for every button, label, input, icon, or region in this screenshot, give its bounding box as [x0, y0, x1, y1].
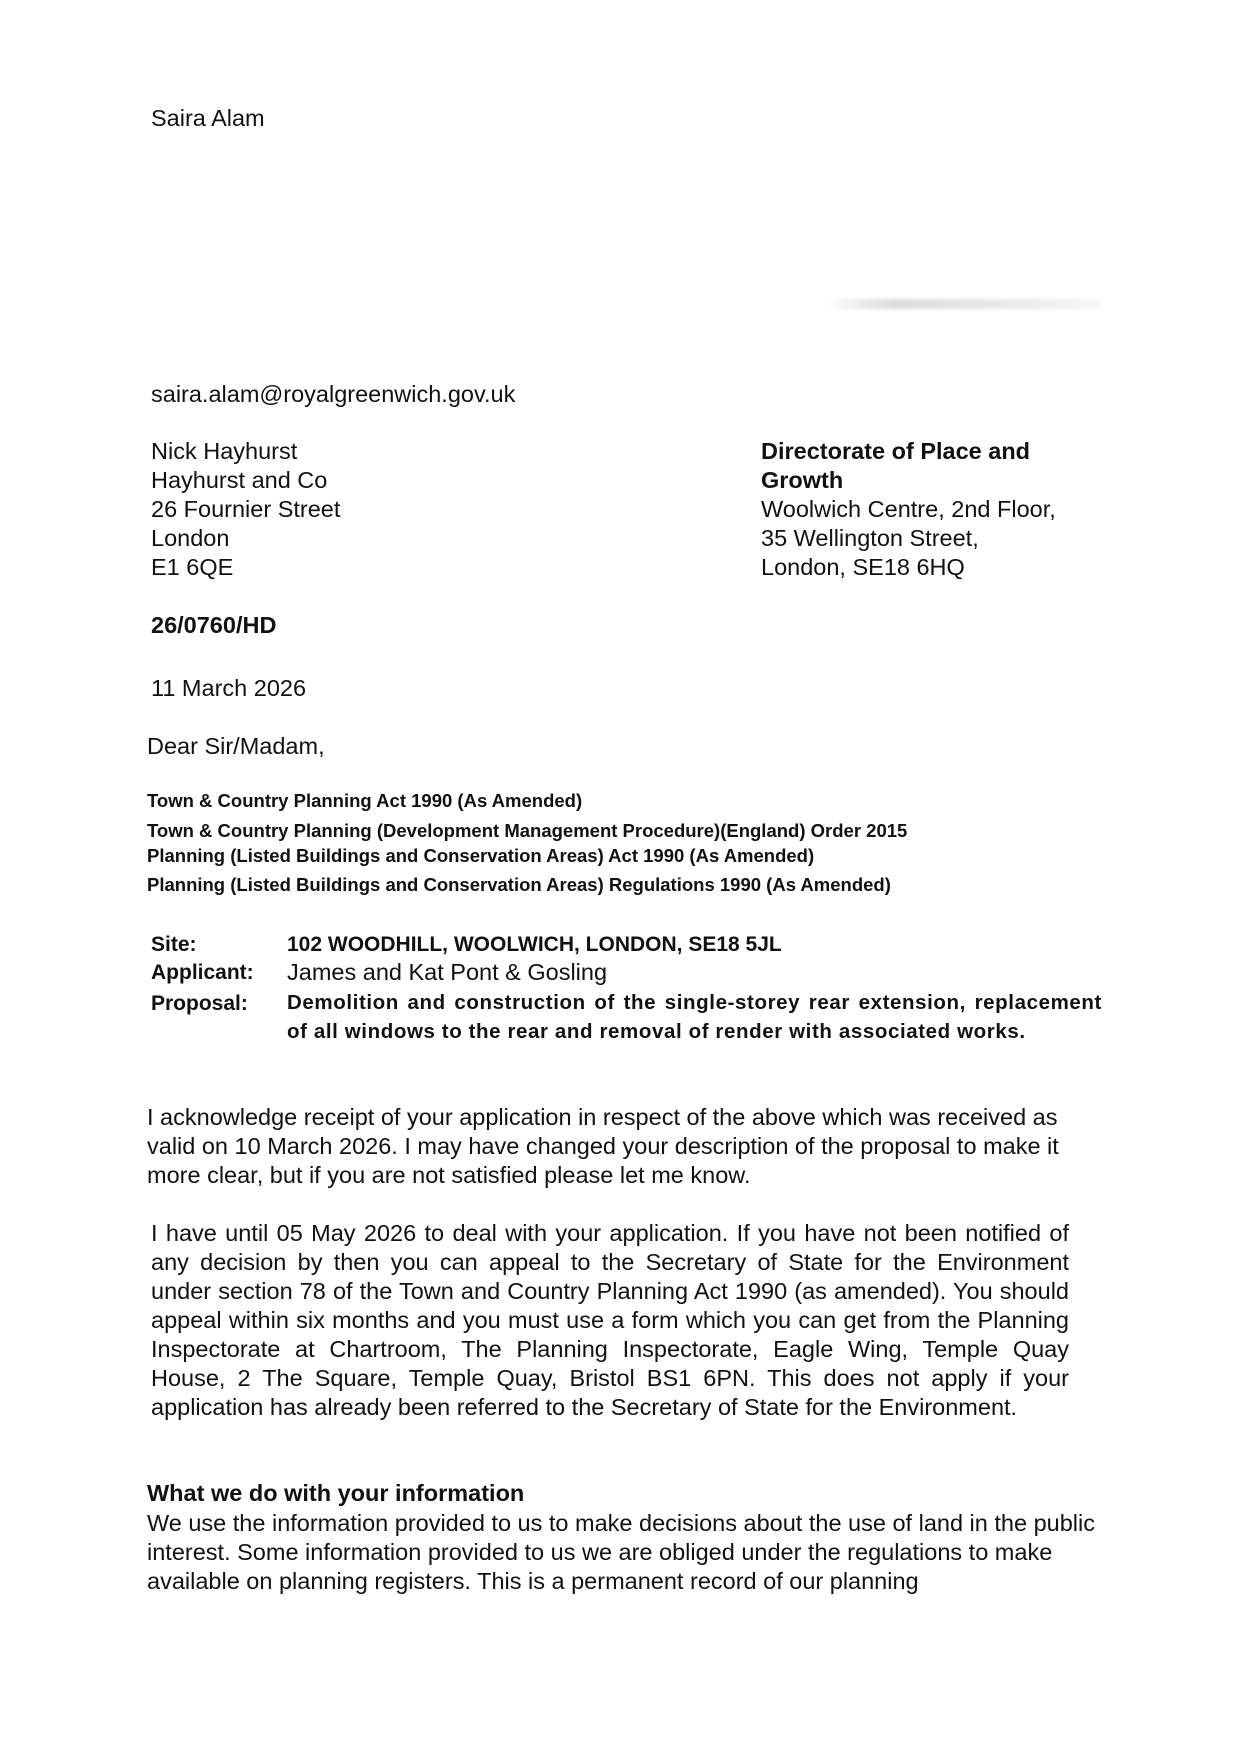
- deadline-paragraph: I have until 05 May 2026 to deal with your application. If you have not been notified of any decision by then you can appeal to the Secretary of State for the Environment under section 78 of the Town and Country Planning Act 1990 (as amended). You should appeal within six months and you must use a form which you can get from the Planning Inspectorate at Chartroom, The Planning Inspectorate, Eagle Wing, Temple Quay House, 2 The Square, Temple Quay, Bristol BS1 6PN. This does not apply if your application has already been referred to the Secretary of State for the Environment.: [151, 1220, 1069, 1420]
- recipient-line: Nick Hayhurst: [151, 438, 298, 464]
- directorate-address-line: London, SE18 6HQ: [761, 554, 965, 580]
- salutation: Dear Sir/Madam,: [147, 733, 325, 759]
- directorate-address-line: 35 Wellington Street,: [761, 525, 979, 551]
- info-heading: What we do with your information: [147, 1480, 525, 1506]
- applicant-value: James and Kat Pont & Gosling: [287, 959, 608, 985]
- reference-number: 26/0760/HD: [151, 612, 277, 638]
- sender-email: saira.alam@royalgreenwich.gov.uk: [151, 381, 516, 407]
- recipient-address: [151, 437, 340, 582]
- legislation-item: Planning (Listed Buildings and Conservation Areas) Act 1990 (As Amended): [147, 845, 815, 866]
- info-body: We use the information provided to us to make decisions about the use of land in the public interest. Some information provided to us we are obliged under the regulations to make available on planning registers. This is a permanent record of our planning: [147, 1510, 1095, 1594]
- proposal-label: Proposal:: [151, 992, 248, 1015]
- recipient-line: E1 6QE: [151, 554, 234, 580]
- acknowledgement-paragraph: I acknowledge receipt of your application in respect of the above which was received as valid on 10 March 2026. I may have changed your description of the proposal to make it more clear, but if you are not satisfied please let me know.: [147, 1104, 1059, 1188]
- site-value: 102 WOODHILL, WOOLWICH, LONDON, SE18 5JL: [287, 933, 782, 956]
- recipient-line: 26 Fournier Street: [151, 496, 341, 522]
- site-row: [151, 930, 1101, 960]
- applicant-label: Applicant:: [151, 961, 254, 984]
- directorate-title: Directorate of Place and: [761, 438, 1031, 464]
- site-label: Site:: [151, 933, 197, 956]
- directorate-title: Growth: [761, 467, 844, 493]
- applicant-row: [151, 958, 1101, 988]
- legislation-item: Planning (Listed Buildings and Conservation Areas) Regulations 1990 (As Amended): [147, 874, 891, 895]
- proposal-value: Demolition and construction of the single-storey rear extension, replacement of all windows to the rear and removal of render with associated works.: [287, 991, 1102, 1043]
- recipient-line: Hayhurst and Co: [151, 467, 328, 493]
- signature-mark: [824, 299, 1100, 309]
- sender-name: Saira Alam: [151, 105, 265, 131]
- directorate-address-line: Woolwich Centre, 2nd Floor,: [761, 496, 1056, 522]
- proposal-row: [151, 989, 1101, 1079]
- legislation-item: Town & Country Planning (Development Management Procedure)(England) Order 2015: [147, 820, 908, 841]
- legislation-item: Town & Country Planning Act 1990 (As Amended): [147, 790, 583, 811]
- directorate-address: [761, 437, 1056, 582]
- recipient-line: London: [151, 525, 230, 551]
- letter-date: 11 March 2026: [151, 675, 307, 701]
